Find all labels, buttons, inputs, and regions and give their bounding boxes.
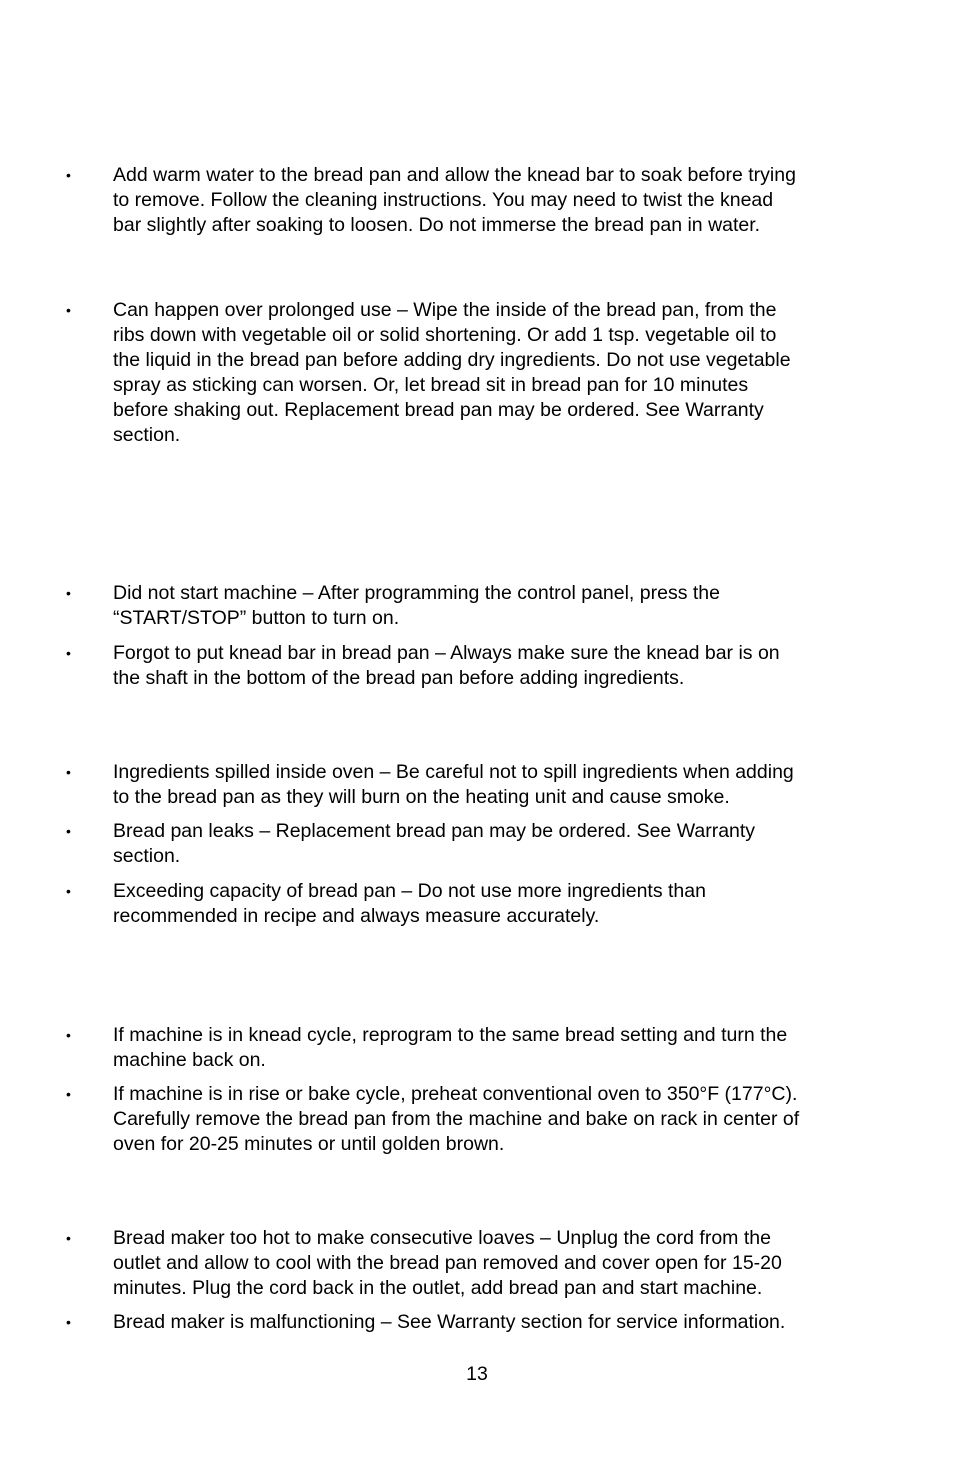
bullet: • (66, 167, 71, 183)
bullet: • (66, 1086, 71, 1102)
bullet: • (66, 302, 71, 318)
list-item-text: Ingredients spilled inside oven – Be careful not to spill ingredients when adding to the bread pan as they will burn on the heating unit and cause smoke. (113, 761, 794, 808)
bullet: • (66, 1314, 71, 1330)
list-item-text: Bread maker too hot to make consecutive loaves – Unplug the cord from the outlet and allow to cool with the bread pan removed and cover open for 15-20 minutes. Plug the cord back in the outlet, add bread pan and start machine. (113, 1227, 782, 1299)
bullet: • (66, 764, 71, 780)
list-item-text: Exceeding capacity of bread pan – Do not use more ingredients than recommended in recipe and always measure accurately. (113, 880, 706, 927)
bullet: • (66, 1027, 71, 1043)
list-item-text: If machine is in knead cycle, reprogram to the same bread setting and turn the machine back on. (113, 1024, 788, 1071)
list-item-text: Bread pan leaks – Replacement bread pan may be ordered. See Warranty section. (113, 820, 756, 867)
list-item-text: If machine is in rise or bake cycle, preheat conventional oven to 350°F (177°C). Carefully remove the bread pan from the machine and bake on rack in center of oven for 20-25 minutes or until golden brown. (113, 1083, 800, 1155)
bullet: • (66, 823, 71, 839)
bullet: • (66, 883, 71, 899)
page-number: 13 (466, 1363, 488, 1385)
bullet: • (66, 1230, 71, 1246)
list-item-text: Did not start machine – After programming the control panel, press the “START/STOP” button to turn on. (113, 582, 720, 629)
list-item-text: Add warm water to the bread pan and allow the knead bar to soak before trying to remove. Follow the cleaning instructions. You may need to twist the knead bar slightly after soaking to loosen. Do not immerse the bread pan in water. (113, 164, 796, 236)
bullet: • (66, 585, 71, 601)
list-item-text: Can happen over prolonged use – Wipe the inside of the bread pan, from the ribs down with vegetable oil or solid shortening. Or add 1 tsp. vegetable oil to the liquid in the bread pan before adding dry ingredients. Do not use vegetable spray as sticking can worsen. Or, let bread sit in bread pan for 10 minutes before shaking out. Replacement bread pan may be ordered. See Warranty section. (113, 299, 791, 446)
bullet: • (66, 645, 71, 661)
list-item-text: Forgot to put knead bar in bread pan – Always make sure the knead bar is on the shaft in the bottom of the bread pan before adding ingredients. (113, 642, 780, 689)
list-item-text: Bread maker is malfunctioning – See Warranty section for service information. (113, 1311, 786, 1333)
